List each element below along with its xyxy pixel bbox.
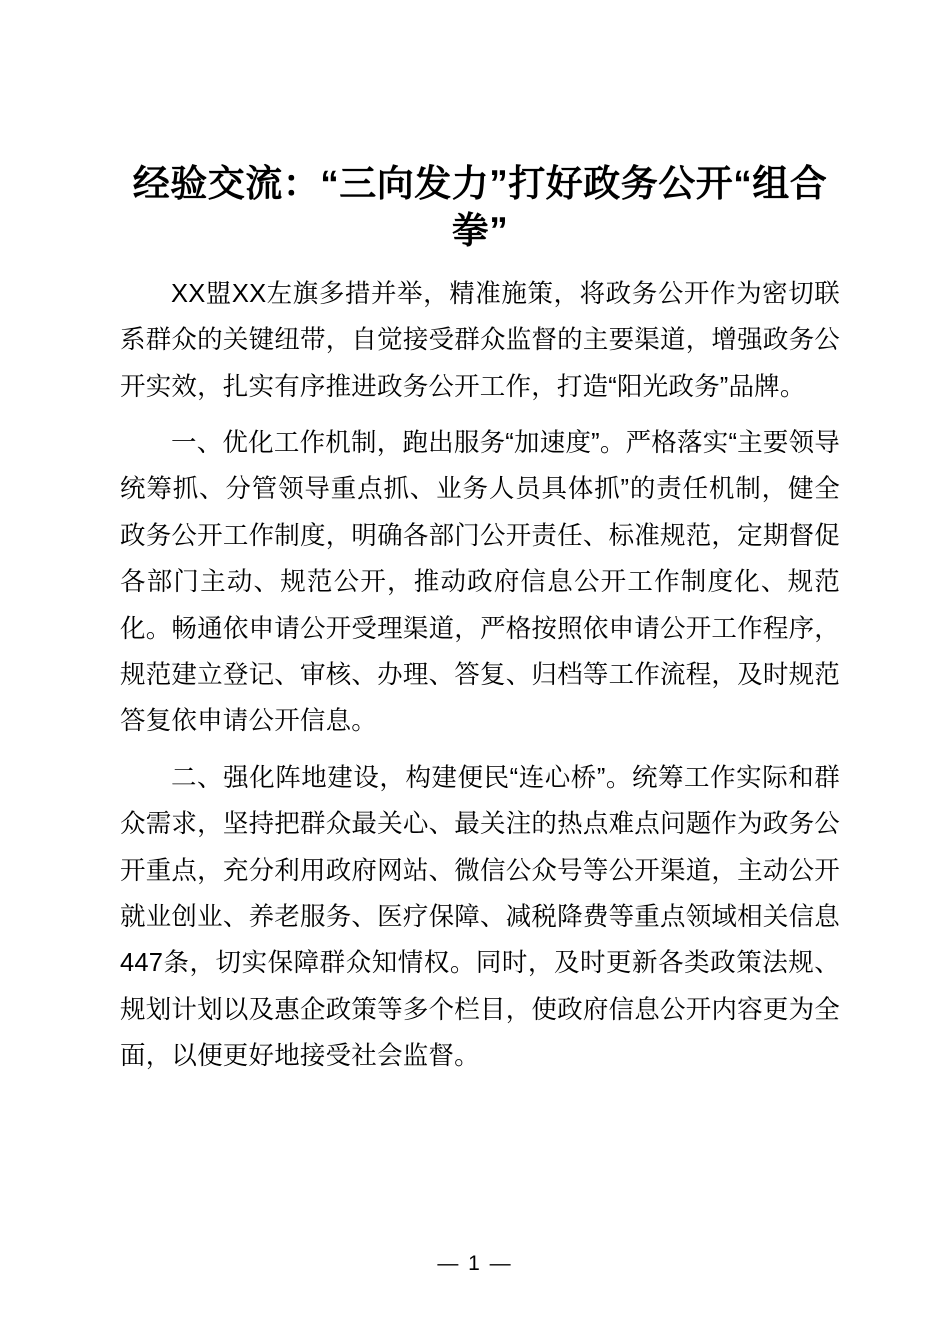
paragraph-section-one: 一、优化工作机制，跑出服务“加速度”。严格落实“主要领导统筹抓、分管领导重点抓、业务人员具体抓”的责任机制，健全政务公开工作制度，明确各部门公开责任、标准规范，定期督促各部门主动、规范公开，推动政府信息公开工作制度化、规范化。畅通依申请公开受理渠道，严格按照依申请公开工作程序，规范建立登记、审核、办理、答复、归档等工作流程，及时规范答复依申请公开信息。: [120, 428, 840, 736]
page-title: 经验交流：“三向发力”打好政务公开“组合拳”: [132, 163, 828, 252]
page-number: — 1 —: [437, 1252, 513, 1275]
paragraph-intro: XX盟XX左旗多措并举，精准施策，将政务公开作为密切联系群众的关键纽带，自觉接受群众监督的主要渠道，增强政务公开实效，扎实有序推进政务公开工作，打造“阳光政务”品牌。: [120, 279, 840, 401]
paragraph-section-two: 二、强化阵地建设，构建便民“连心桥”。统筹工作实际和群众需求，坚持把群众最关心、最关注的热点难点问题作为政务公开重点，充分利用政府网站、微信公众号等公开渠道，主动公开就业创业、养老服务、医疗保障、减税降费等重点领域相关信息447条，切实保障群众知情权。同时，及时更新各类政策法规、规划计划以及惠企政策等多个栏目，使政府信息公开内容更为全面，以便更好地接受社会监督。: [120, 763, 840, 1071]
